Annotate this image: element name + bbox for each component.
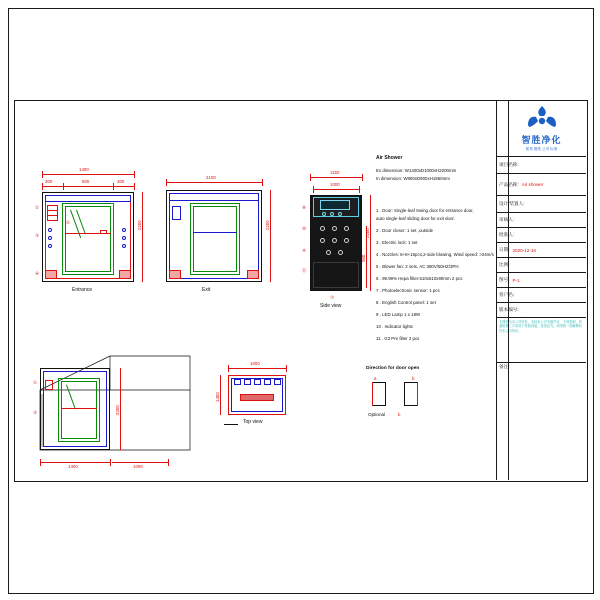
dim-tick <box>362 174 363 181</box>
dim-tick <box>310 174 311 181</box>
dim-tick <box>63 183 64 190</box>
spec-item-5: 5 . Blower fan: 2 sets, AC 380V/50HZ/3PH <box>376 264 459 269</box>
spec-item-8: 8 . English Control panel: 1 set <box>376 300 436 305</box>
dim-entrance-left: 300 <box>45 179 53 184</box>
dim-tick <box>166 179 167 186</box>
dim-tick <box>110 459 111 466</box>
nozzle <box>48 244 52 248</box>
dim-exit-total-label: 2100 <box>206 175 216 180</box>
iso-control-panel <box>45 380 53 390</box>
dim-side-inner-label: 1000 <box>330 182 340 187</box>
exit-base-left <box>169 270 181 279</box>
dim-entrance-total <box>42 174 134 175</box>
tb-key-product: 产品名称: <box>499 181 519 187</box>
top-nozzle-row-3 <box>254 379 261 385</box>
dim-top-depth-label: 1400 <box>215 392 220 402</box>
dim-tick <box>42 171 43 178</box>
door-dir-right-box <box>404 382 418 406</box>
tb-val-product: Air shower <box>521 182 544 187</box>
dim-entrance-parts <box>42 186 134 187</box>
exit-top-band <box>169 193 259 201</box>
top-arrow-line <box>224 424 238 425</box>
exit-panel <box>172 206 181 220</box>
tb-row-version <box>497 303 586 318</box>
tb-val-drawing-no: P-1 <box>512 277 520 283</box>
tb-row-project <box>497 157 586 174</box>
dim-entrance-height-label: 2200 <box>137 220 142 230</box>
dim-tick <box>134 171 135 178</box>
indicator-light <box>338 212 342 216</box>
nozzle <box>344 226 349 231</box>
nozzle <box>332 226 337 231</box>
tb-row-checker <box>497 213 586 228</box>
top-hepa-filter <box>240 394 274 401</box>
dim-tick <box>359 186 360 193</box>
nozzle <box>122 236 126 240</box>
spec-title: Air Shower <box>376 155 403 161</box>
dim-side-inner <box>313 189 359 190</box>
dim-exit-height-label: 2200 <box>265 220 270 230</box>
company-logo <box>497 100 586 157</box>
logo-icon <box>525 105 559 131</box>
spec-item-9: 9 . LED Lamp 1 x 18W <box>376 312 421 317</box>
ex-dimension: Ex dimension: W1400xD1000xH2200mm <box>376 168 457 173</box>
exit-door-mid-line <box>193 232 237 233</box>
dim-tick <box>42 183 43 190</box>
dim-iso-width <box>40 462 110 463</box>
tb-row-drawing-no <box>497 273 586 288</box>
dim-exit-height <box>270 190 271 282</box>
tb-key-drawing-no: 图号: <box>499 277 510 282</box>
tb-row-approver <box>497 228 586 243</box>
dim-tick <box>228 365 229 372</box>
nozzle <box>320 238 325 243</box>
spec-item-11: 11 . G3 Pre filter 2 pcs <box>376 336 420 341</box>
tb-key-version: 版本编号: <box>499 307 519 312</box>
dim-entrance-total-label: 1400 <box>79 167 89 172</box>
dim-iso-width-label: 1400 <box>68 464 78 469</box>
tb-row-date <box>497 243 586 258</box>
tb-key-designer: 设计/装置人: <box>499 201 525 206</box>
tb-row-remark <box>497 363 586 403</box>
dim-iso-depth-label: 1000 <box>133 464 143 469</box>
door-dir-left-mark: a <box>374 376 377 381</box>
spec-item-2: 2 . Door closer: 1 set ,outside <box>376 228 434 233</box>
tb-key-scale: 比例: <box>499 262 510 267</box>
indicator-light <box>330 212 334 216</box>
iso-door-mid-line <box>61 408 97 409</box>
top-nozzle-row-5 <box>274 379 281 385</box>
dim-entrance-right: 300 <box>117 179 125 184</box>
nozzle <box>326 250 331 255</box>
dim-top-depth <box>220 375 221 415</box>
entrance-base-left <box>45 270 57 279</box>
in-dimension: In dimension: W800xD900xH1960mm <box>376 176 450 181</box>
door-dir-right-mark: b <box>412 376 415 381</box>
spec-item-3: 3 . Electric lock: 1 set <box>376 240 418 245</box>
side-lower-panel <box>313 262 359 288</box>
dim-iso-depth <box>112 462 168 463</box>
dim-side-outer-label: 1150 <box>330 170 340 175</box>
indicator-light <box>322 212 326 216</box>
spec-item-4: 4 . Nozzles: 6+8+16pcs,2-side blowing, Wind speed: >24m/s <box>376 252 494 257</box>
top-nozzle-row-1 <box>234 379 241 385</box>
entrance-control-panel <box>47 205 58 221</box>
dim-top-width <box>228 368 286 369</box>
door-dir-optional-label: Optional <box>368 412 386 417</box>
exit-caption: Exit <box>202 287 211 293</box>
tb-key-approver: 批准人: <box>499 232 515 237</box>
door-dir-left-hinge <box>372 382 373 406</box>
spec-item-1: 1 . Door: Single-leaf Swing door for entrance door, <box>376 208 474 213</box>
tb-key-customer: 客户名: <box>499 292 515 297</box>
entrance-top-band <box>45 195 131 202</box>
dim-side-lower-label: 960 <box>361 254 366 262</box>
panel-line <box>47 210 58 211</box>
door-dir-foot-mark: b <box>398 412 401 417</box>
nozzle <box>338 250 343 255</box>
dim-entrance-middle: 800 <box>82 179 90 184</box>
tb-row-scale <box>497 258 586 273</box>
dim-tick <box>134 183 135 190</box>
tb-val-date: 2020-12-16 <box>512 247 536 253</box>
brand-subtitle: 简易 图纸 公司 标准 <box>525 146 558 151</box>
dim-tick <box>40 459 41 466</box>
panel-line <box>47 215 58 216</box>
exit-base-right <box>247 270 259 279</box>
titleblock-note: 本图纸为本公司所有，未经本公司书面许可，不得复制、传递给第三方或用于其他用途，违者必究。本图纸一切解释权归本公司所有。 <box>497 318 586 363</box>
tb-row-customer <box>497 288 586 303</box>
dim-side-lower <box>366 226 367 288</box>
side-control-panel <box>320 200 350 210</box>
dim-tick <box>313 186 314 193</box>
dim-iso-height-label: 2200 <box>115 405 120 415</box>
nozzle <box>344 238 349 243</box>
exit-door-leaf <box>193 206 237 272</box>
top-nozzle-row-4 <box>264 379 271 385</box>
tb-row-designer <box>497 196 586 213</box>
iso-door-leaf <box>61 381 97 439</box>
brand-name: 智胜净化 <box>521 134 562 145</box>
tb-key-project: 项目名称: <box>499 162 519 167</box>
spec-item-1b: auto single-leaf sliding door for exit door. <box>376 216 455 221</box>
dim-entrance-height <box>142 192 143 282</box>
dim-top-width-label: 1000 <box>250 361 260 366</box>
dim-iso-height <box>120 368 121 450</box>
dim-side-outer <box>310 177 362 178</box>
entrance-base-right <box>119 270 131 279</box>
entrance-door-handle <box>100 230 107 234</box>
tb-key-date: 日期: <box>499 247 510 252</box>
dim-side-height <box>370 195 371 291</box>
door-dir-left-box <box>372 382 386 406</box>
side-caption: Side view <box>320 303 342 309</box>
dim-exit-total <box>166 182 262 183</box>
tb-key-checker: 审核人: <box>499 217 515 222</box>
door-direction-title: Direction for door open <box>366 366 420 371</box>
nozzle <box>48 236 52 240</box>
top-nozzle-row-2 <box>244 379 251 385</box>
nozzle <box>48 228 52 232</box>
nozzle <box>122 244 126 248</box>
tb-key-remark: 备注: <box>499 364 510 369</box>
dim-tick <box>113 183 114 190</box>
drawing-sheet: 1400 300 800 300 2200 ① ③ ④ ② Entrance 2100 2200 Exit 1150 1000 2200 960 ⑧ ⑩ ④ ⑪ ⑦ Side view Air Shower Ex dimension: W1400xD1000xH2200mm In dimension: W800xD900xH1960mm 1 . Door: Single-leaf Swing door for entrance door, auto single-leaf sliding door for exit door. 2 . Door closer: 1 set ,outside 3 . Electric lock: 1 set 4 . Nozzles: 6+8+16pcs,2-side blowing, Wind speed: >24m/s 5 . Blower fan: 2 sets, AC 380V/50HZ/3PH 6 . 99.99% Hepa filter:610x610x90mm 2 pcs 7 . Photoelectronic sensor: 1 pcs 8 . English Control panel: 1 set 9 . LED Lamp 1 x 18W 10 . Indicator lights 11 . G3 Pre filter 2 pcs 1400 1000 2200 ① ③ 1000 1400 Top view Direction for door open a b Optional b 智胜净化 简易 图纸 公司 标准 项目名称: 产品名称: Air shower 设计/装置人: 审核人: 批准人: 日期: 2020-12-16 比例: 图号: P-1 客户名: 版本编号: 本图纸为本公司所有，未经本公司书面许可，不得复制、传递给第三方或用于其他用途，违者必究。本图纸一切解释权归本公司所有。 备注: <box>0 0 600 600</box>
entrance-caption: Entrance <box>72 287 93 293</box>
top-caption: Top view <box>243 419 263 425</box>
dim-tick <box>262 179 263 186</box>
spec-item-6: 6 . 99.99% Hepa filter:610x610x90mm 2 pcs <box>376 276 463 281</box>
title-block <box>496 100 586 480</box>
dim-tick <box>286 365 287 372</box>
nozzle <box>332 238 337 243</box>
tb-row-product <box>497 174 586 196</box>
door-dir-right-hinge <box>417 382 418 406</box>
spec-item-10: 10 . Indicator lights <box>376 324 413 329</box>
nozzle <box>122 228 126 232</box>
dim-side-height-label: 2200 <box>365 228 370 238</box>
dim-tick <box>168 459 169 466</box>
spec-item-7: 7 . Photoelectronic sensor: 1 pcs <box>376 288 440 293</box>
nozzle <box>320 226 325 231</box>
